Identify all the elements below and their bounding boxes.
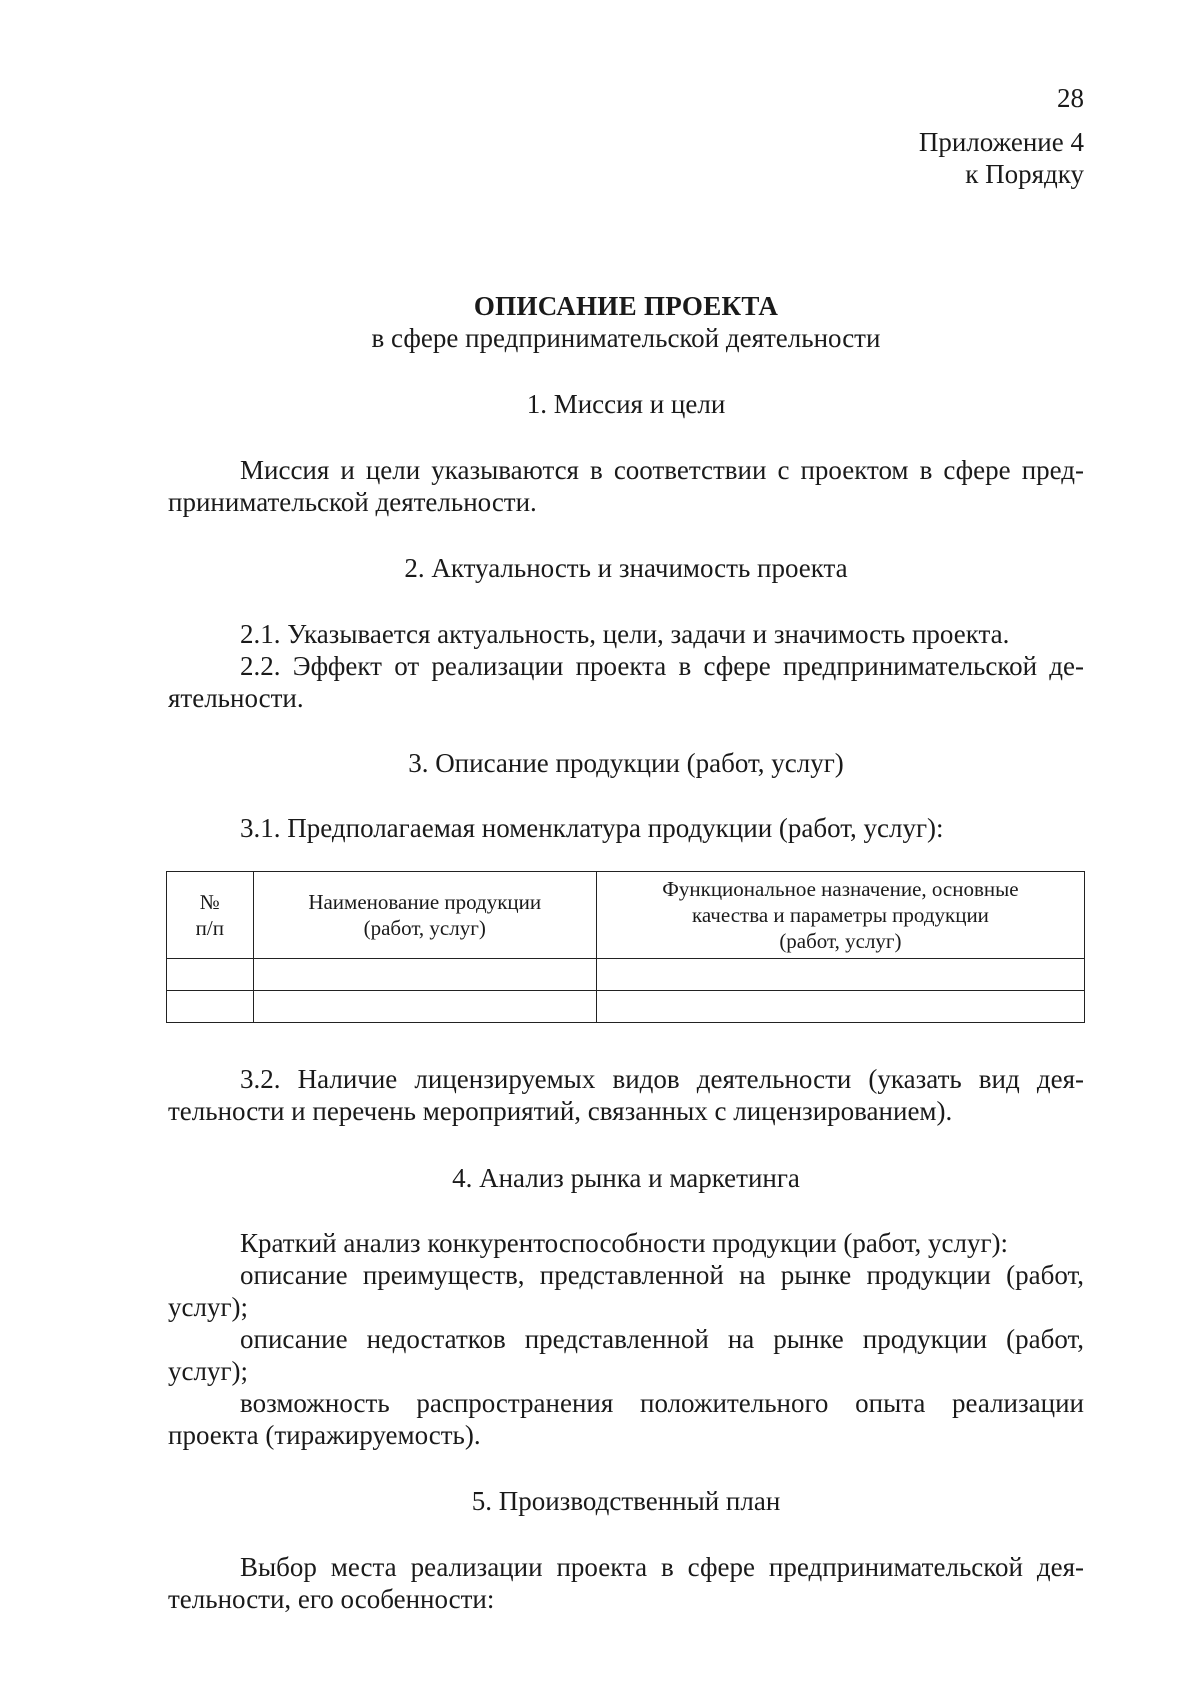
table-header-row bbox=[167, 872, 1085, 959]
table-header-number-line-1: № bbox=[199, 890, 220, 914]
section-4-paragraph-4 bbox=[168, 1387, 1084, 1451]
section-2-heading: 2. Актуальность и значимость проекта bbox=[404, 553, 848, 583]
table-header-name-line-1: Наименование продукции bbox=[308, 890, 542, 914]
document-subtitle: в сфере предпринимательской деятельности bbox=[371, 323, 881, 353]
table-header-number bbox=[167, 872, 254, 959]
table-row bbox=[167, 991, 1085, 1023]
section-2-paragraph-2 bbox=[168, 650, 1084, 714]
section-2-paragraph-1-text: 2.1. Указывается актуальность, цели, задачи и значимость проекта. bbox=[240, 619, 1010, 649]
section-2-paragraph-1 bbox=[168, 618, 1084, 650]
table-cell bbox=[596, 959, 1084, 991]
table-cell bbox=[253, 991, 596, 1023]
section-3-paragraph-2 bbox=[168, 1063, 1084, 1127]
section-3-paragraph-2-line-2: тельности и перечень мероприятий, связанных с лицензированием). bbox=[168, 1096, 953, 1126]
table-header-function-line-1: Функциональное назначение, основные bbox=[662, 877, 1019, 901]
table-header-function bbox=[596, 872, 1084, 959]
section-3-heading: 3. Описание продукции (работ, услуг) bbox=[408, 748, 844, 778]
section-4-heading: 4. Анализ рынка и маркетинга bbox=[452, 1163, 800, 1193]
section-2-paragraph-2-line-2: ятельности. bbox=[168, 683, 304, 713]
section-4-paragraph-4-line-2: проекта (тиражируемость). bbox=[168, 1420, 481, 1450]
section-1-paragraph-line-2: принимательской деятельности. bbox=[168, 487, 537, 517]
section-5-heading: 5. Производственный план bbox=[471, 1486, 781, 1516]
table-header-number-line-2: п/п bbox=[195, 916, 224, 940]
table-header-function-line-3: (работ, услуг) bbox=[779, 929, 902, 953]
table-cell bbox=[253, 959, 596, 991]
section-1-heading: 1. Миссия и цели bbox=[526, 389, 726, 419]
section-4-paragraph-2-line-2: услуг); bbox=[168, 1292, 249, 1322]
section-2-paragraph-2-line-1: 2.2. Эффект от реализации проекта в сфере предпринимательской де- bbox=[240, 651, 1084, 681]
table-cell bbox=[167, 959, 254, 991]
section-4-paragraph-2-line-1: описание преимуществ, представленной на рынке продукции (работ, bbox=[240, 1260, 1084, 1290]
document-title: ОПИСАНИЕ ПРОЕКТА bbox=[473, 291, 779, 321]
table-row bbox=[167, 959, 1085, 991]
section-5-paragraph-1 bbox=[168, 1551, 1084, 1615]
section-4-paragraph-3 bbox=[168, 1323, 1084, 1387]
table-header-function-line-2: качества и параметры продукции bbox=[691, 903, 989, 927]
section-4-paragraph-2 bbox=[168, 1259, 1084, 1323]
table-header-name-line-2: (работ, услуг) bbox=[363, 916, 486, 940]
section-5-paragraph-1-line-2: тельности, его особенности: bbox=[168, 1584, 495, 1614]
appendix-line-2: к Порядку bbox=[965, 159, 1084, 189]
section-4-paragraph-3-line-1: описание недостатков представленной на рынке продукции (работ, bbox=[240, 1324, 1084, 1354]
section-1-paragraph-line-1: Миссия и цели указываются в соответствии с проектом в сфере пред- bbox=[240, 455, 1084, 485]
section-1-paragraph bbox=[168, 454, 1084, 518]
table-cell bbox=[596, 991, 1084, 1023]
section-3-paragraph-1-text: 3.1. Предполагаемая номенклатура продукции (работ, услуг): bbox=[240, 813, 944, 843]
products-table bbox=[166, 871, 1085, 1023]
section-4-paragraph-1-text: Краткий анализ конкурентоспособности продукции (работ, услуг): bbox=[240, 1228, 1009, 1258]
appendix-line-1: Приложение 4 bbox=[918, 127, 1084, 157]
section-4-paragraph-4-line-1: возможность распространения положительного опыта реализации bbox=[240, 1388, 1084, 1418]
page-number: 28 bbox=[1057, 83, 1084, 113]
section-3-paragraph-1 bbox=[168, 812, 1084, 844]
section-4-paragraph-1 bbox=[168, 1227, 1084, 1259]
table-header-name bbox=[253, 872, 596, 959]
section-5-paragraph-1-line-1: Выбор места реализации проекта в сфере предпринимательской дея- bbox=[240, 1552, 1084, 1582]
appendix-note bbox=[919, 126, 1084, 190]
section-4-paragraph-3-line-2: услуг); bbox=[168, 1356, 249, 1386]
section-3-paragraph-2-line-1: 3.2. Наличие лицензируемых видов деятельности (указать вид дея- bbox=[240, 1064, 1084, 1094]
table-cell bbox=[167, 991, 254, 1023]
